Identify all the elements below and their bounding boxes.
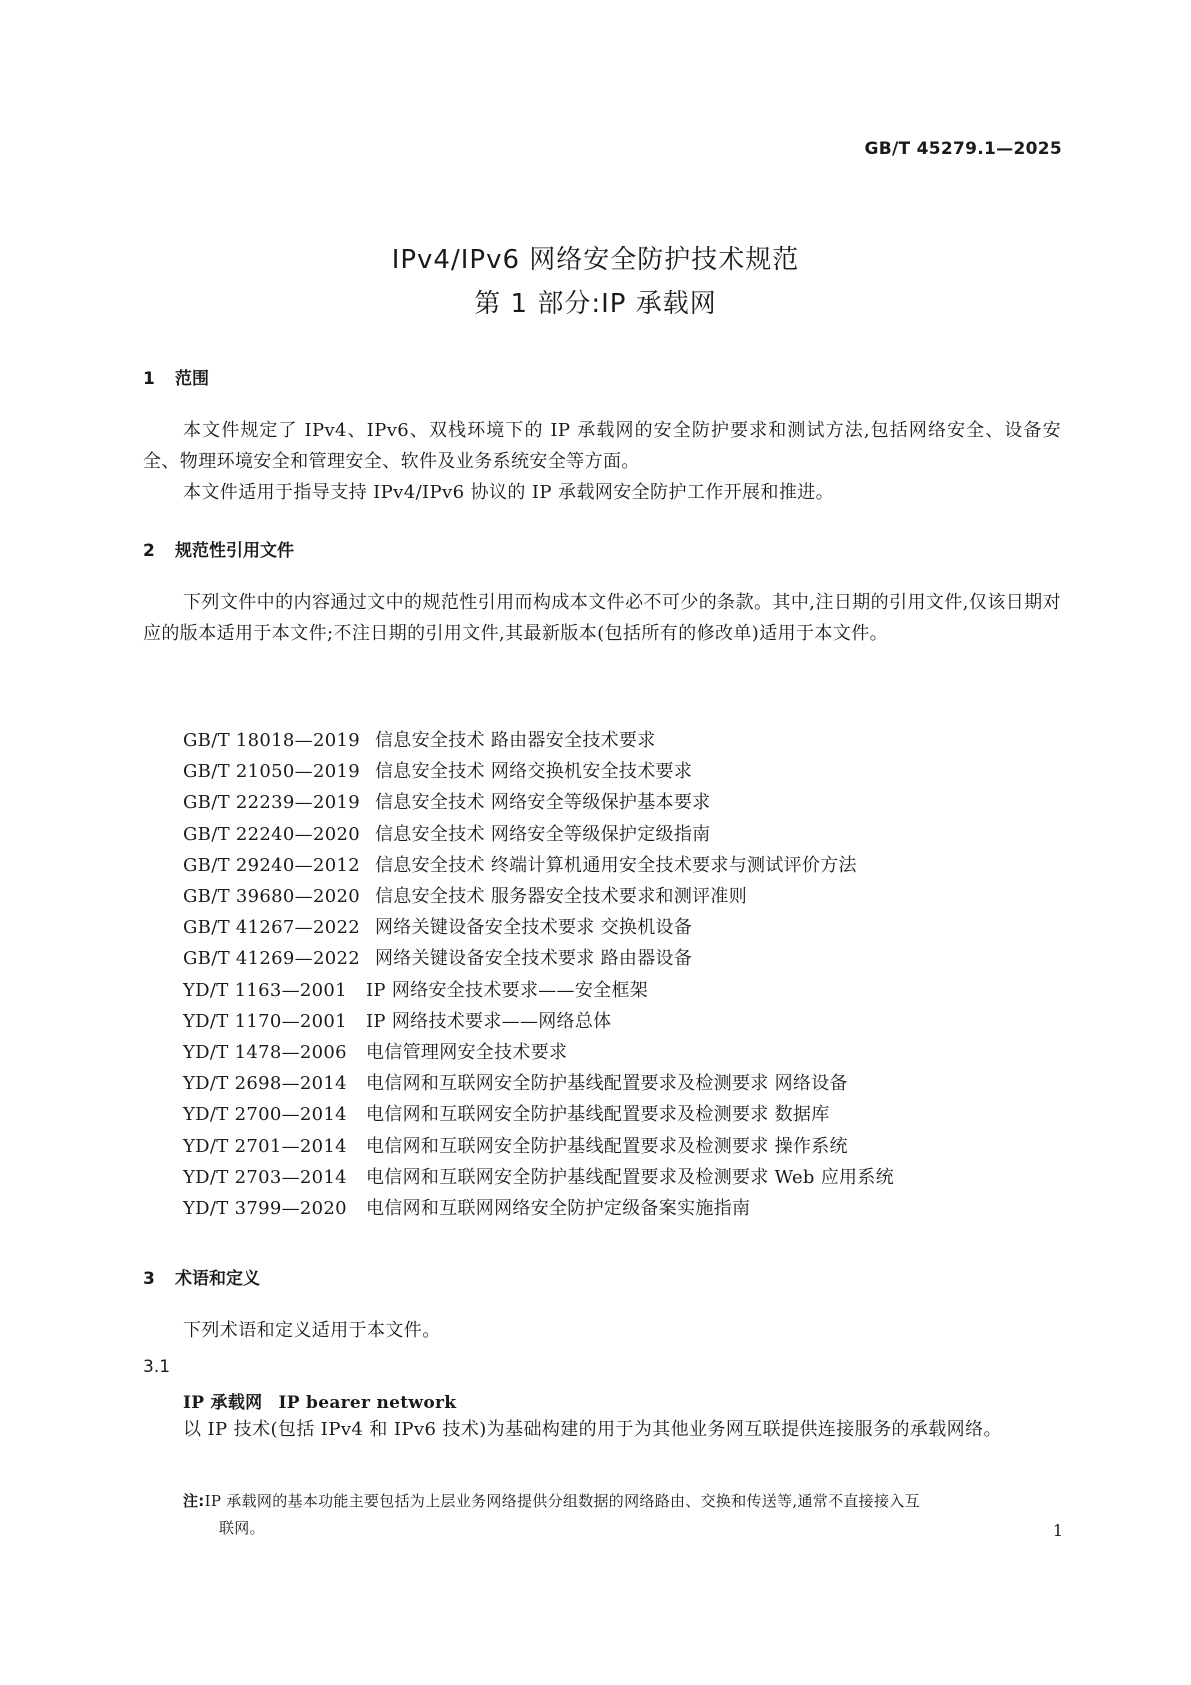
scope-paragraph-1: 本文件规定了 IPv4、IPv6、双栈环境下的 IP 承载网的安全防护要求和测试方法,包括网络安全、设备安全、物理环境安全和管理安全、软件及业务系统安全等方面。 xyxy=(143,420,1061,472)
section-2-heading xyxy=(143,536,294,561)
section-number: 3 xyxy=(143,1269,155,1289)
reference-code: YD/T 3799—2020 xyxy=(183,1198,347,1220)
reference-code: GB/T 41269—2022 xyxy=(183,948,360,970)
page-number: 1 xyxy=(1052,1521,1063,1540)
reference-item xyxy=(183,787,894,818)
reference-code: GB/T 29240—2012 xyxy=(183,854,360,876)
section-number: 1 xyxy=(143,369,155,389)
reference-item xyxy=(183,1006,894,1037)
reference-item xyxy=(183,725,894,756)
reference-item xyxy=(183,975,894,1006)
reference-code: GB/T 18018—2019 xyxy=(183,730,360,751)
reference-item xyxy=(183,1037,894,1068)
term-definition: 以 IP 技术(包括 IPv4 和 IPv6 技术)为基础构建的用于为其他业务网互联提供连接服务的承载网络。 xyxy=(183,1419,1002,1440)
reference-code: YD/T 1478—2006 xyxy=(183,1042,347,1064)
section-title: 规范性引用文件 xyxy=(175,541,294,561)
reference-title: 电信网和互联网安全防护基线配置要求及检测要求 网络设备 xyxy=(366,1073,848,1095)
title-line-1: IPv4/IPv6 网络安全防护技术规范 xyxy=(391,245,800,275)
document-title xyxy=(0,238,1191,326)
term-name-zh: IP 承载网 xyxy=(183,1393,263,1413)
reference-item xyxy=(183,943,894,974)
reference-title: 电信网和互联网网络安全防护定级备案实施指南 xyxy=(366,1198,751,1220)
reference-code: YD/T 1163—2001 xyxy=(183,979,347,1001)
reference-title: 信息安全技术 路由器安全技术要求 xyxy=(375,730,656,751)
reference-title: 电信网和互联网安全防护基线配置要求及检测要求 数据库 xyxy=(366,1104,830,1126)
reference-list xyxy=(183,725,894,1224)
reference-title: 信息安全技术 网络安全等级保护基本要求 xyxy=(375,792,711,814)
title-line-2: 第 1 部分:IP 承载网 xyxy=(474,289,717,319)
reference-title: 信息安全技术 终端计算机通用安全技术要求与测试评价方法 xyxy=(375,854,857,876)
section-1-heading xyxy=(143,364,209,389)
section-title: 术语和定义 xyxy=(175,1269,260,1289)
term-number: 3.1 xyxy=(143,1357,171,1377)
reference-title: 电信网和互联网安全防护基线配置要求及检测要求 操作系统 xyxy=(366,1135,848,1157)
section-3-heading xyxy=(143,1264,260,1289)
reference-item xyxy=(183,1068,894,1099)
term-note xyxy=(183,1488,1061,1542)
reference-title: 网络关键设备安全技术要求 路由器设备 xyxy=(375,948,693,970)
reference-title: 信息安全技术 服务器安全技术要求和测评准则 xyxy=(375,886,748,908)
reference-title: 信息安全技术 网络安全等级保护定级指南 xyxy=(375,823,711,845)
reference-item xyxy=(183,850,894,881)
reference-code: GB/T 21050—2019 xyxy=(183,761,360,783)
reference-title: IP 网络安全技术要求——安全框架 xyxy=(366,979,649,1001)
reference-title: 网络关键设备安全技术要求 交换机设备 xyxy=(375,917,693,939)
references-intro: 下列文件中的内容通过文中的规范性引用而构成本文件必不可少的条款。其中,注日期的引用文件,仅该日期对应的版本适用于本文件;不注日期的引用文件,其最新版本(包括所有的修改单)适用于本文件。 xyxy=(143,592,1061,644)
reference-item xyxy=(183,1099,894,1130)
reference-title: 信息安全技术 网络交换机安全技术要求 xyxy=(375,761,693,783)
reference-code: GB/T 22240—2020 xyxy=(183,823,360,845)
reference-item xyxy=(183,1193,894,1224)
term-name-en: IP bearer network xyxy=(278,1393,457,1413)
reference-code: GB/T 41267—2022 xyxy=(183,917,360,939)
reference-title: IP 网络技术要求——网络总体 xyxy=(366,1010,612,1032)
note-line-1 xyxy=(183,1488,1061,1515)
reference-code: YD/T 1170—2001 xyxy=(183,1010,347,1032)
reference-code: GB/T 39680—2020 xyxy=(183,886,360,908)
reference-item xyxy=(183,1162,894,1193)
reference-code: YD/T 2700—2014 xyxy=(183,1104,347,1126)
section-title: 范围 xyxy=(175,369,209,389)
reference-title: 电信网和互联网安全防护基线配置要求及检测要求 Web 应用系统 xyxy=(366,1166,894,1188)
scope-paragraph-2: 本文件适用于指导支持 IPv4/IPv6 协议的 IP 承载网安全防护工作开展和推进。 xyxy=(183,482,835,503)
reference-code: YD/T 2701—2014 xyxy=(183,1135,347,1157)
note-label: 注: xyxy=(183,1492,205,1510)
reference-item xyxy=(183,819,894,850)
terms-intro: 下列术语和定义适用于本文件。 xyxy=(183,1320,441,1341)
reference-title: 电信管理网安全技术要求 xyxy=(366,1042,568,1064)
reference-item xyxy=(183,912,894,943)
standard-code: GB/T 45279.1—2025 xyxy=(864,139,1062,159)
section-number: 2 xyxy=(143,541,155,561)
term-name xyxy=(183,1388,456,1413)
reference-item xyxy=(183,756,894,787)
reference-code: GB/T 22239—2019 xyxy=(183,792,360,814)
reference-code: YD/T 2698—2014 xyxy=(183,1073,347,1095)
reference-code: YD/T 2703—2014 xyxy=(183,1166,347,1188)
reference-item xyxy=(183,1131,894,1162)
reference-item xyxy=(183,881,894,912)
note-text-1: IP 承载网的基本功能主要包括为上层业务网络提供分组数据的网络路由、交换和传送等,通常不直接接入互 xyxy=(204,1492,920,1510)
note-line-2: 联网。 xyxy=(219,1519,265,1537)
